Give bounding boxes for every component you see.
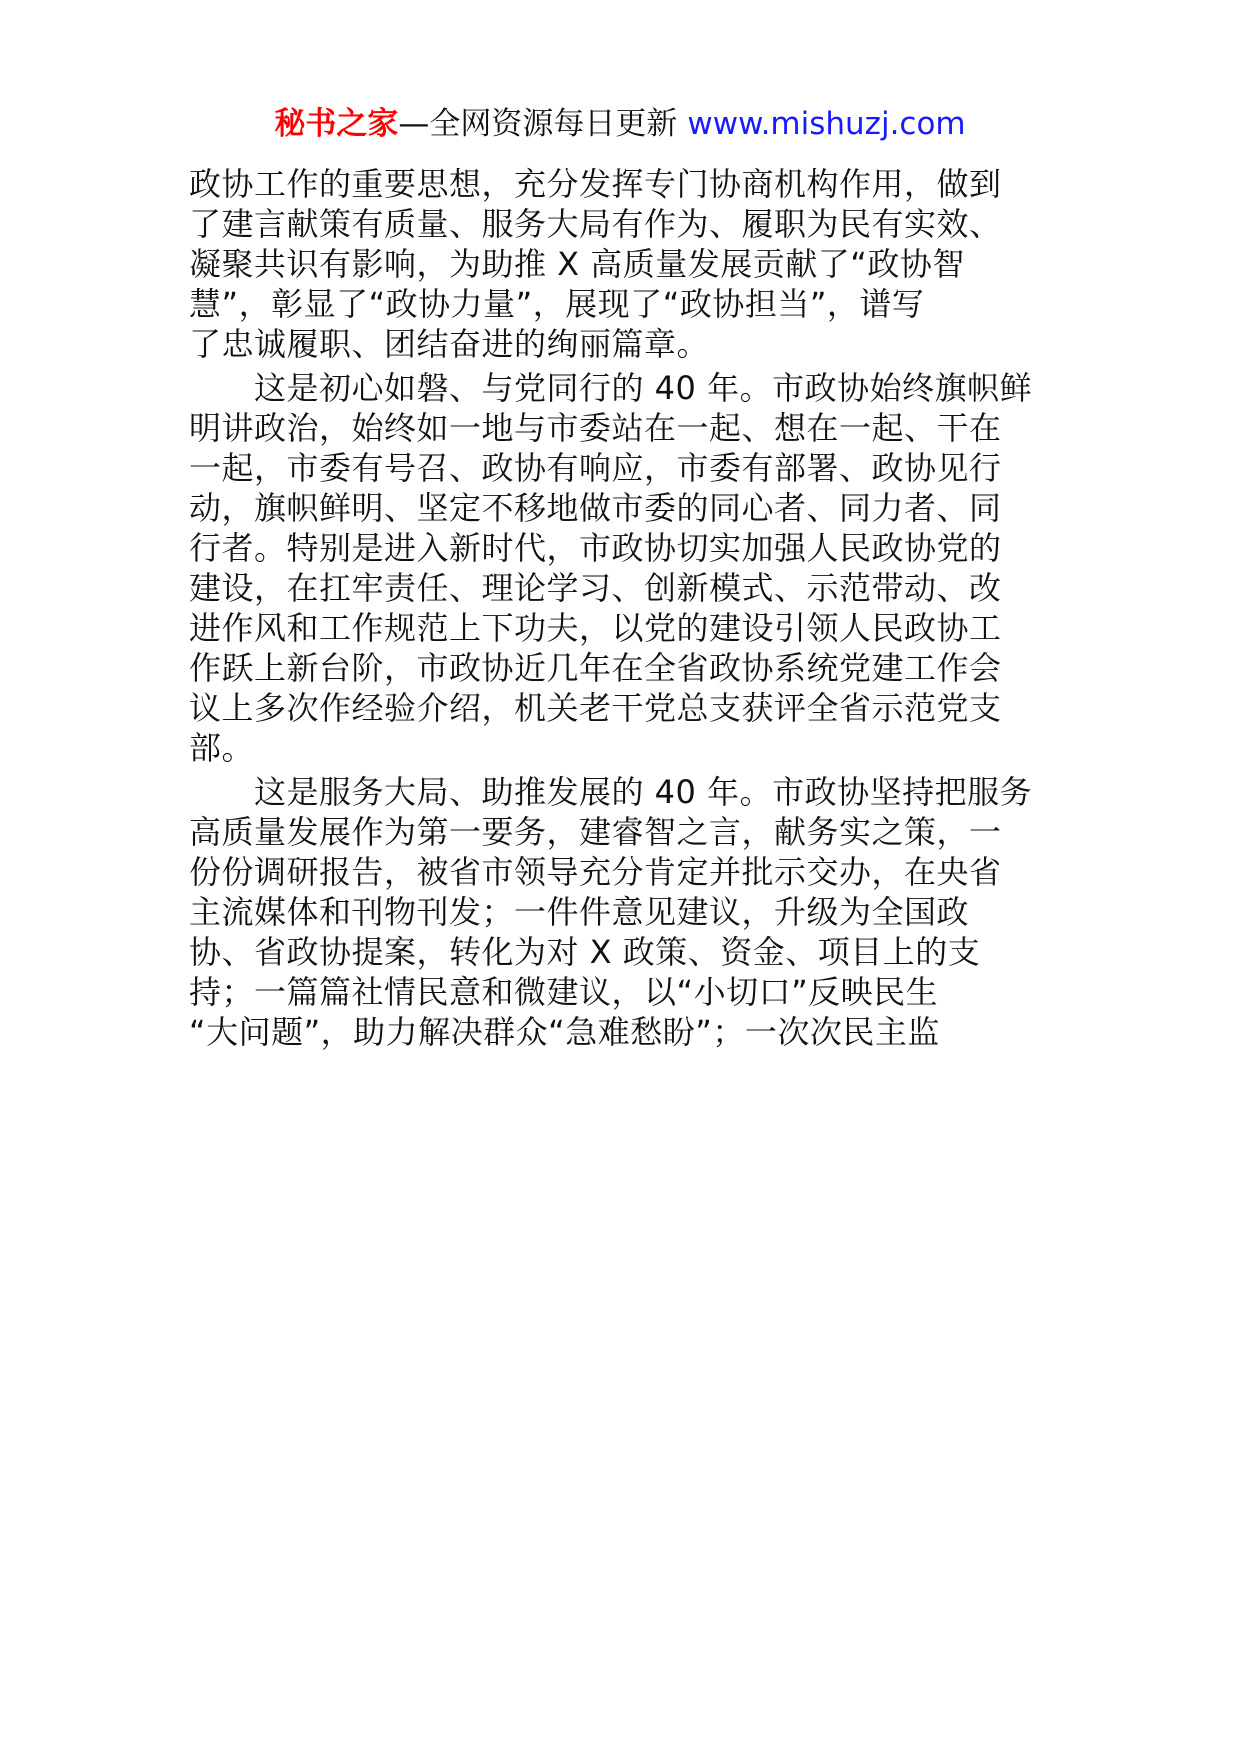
text-line: 部。: [189, 729, 255, 767]
text-line: 建设，在扛牢责任、理论学习、创新模式、示范带动、改: [189, 569, 1002, 607]
text-line: 了忠诚履职、团结奋进的绚丽篇章。: [189, 325, 710, 363]
document-body: [189, 164, 1059, 1052]
brand-name: 秘书之家: [274, 106, 399, 142]
paragraph-2: [189, 368, 1059, 768]
text-line: 议上多次作经验介绍，机关老干党总支获评全省示范党支: [189, 689, 1002, 727]
paragraph-3: [189, 772, 1059, 1052]
text-line: 持；一篇篇社情民意和微建议，以“小切口”反映民生: [189, 973, 939, 1011]
text-line: 一起，市委有号召、政协有响应，市委有部署、政协见行: [189, 449, 1002, 487]
text-line: 明讲政治，始终如一地与市委站在一起、想在一起、干在: [189, 409, 1002, 447]
text-line: 进作风和工作规范上下功夫，以党的建设引领人民政协工: [189, 609, 1002, 647]
text-line: 凝聚共识有影响，为助推 X 高质量发展贡献了“政协智: [189, 245, 965, 283]
text-line: 高质量发展作为第一要务，建睿智之言，献务实之策，一: [189, 813, 1002, 851]
text-line: 作跃上新台阶，市政协近几年在全省政协系统党建工作会: [189, 649, 1002, 687]
header-tagline: —全网资源每日更新: [398, 106, 678, 142]
site-header: [0, 104, 1240, 144]
text-line: 主流媒体和刊物刊发；一件件意见建议，升级为全国政: [189, 893, 970, 931]
text-line: 慧”，彰显了“政协力量”，展现了“政协担当”，谱写: [189, 285, 925, 323]
text-line: 协、省政协提案，转化为对 X 政策、资金、项目上的支: [189, 933, 981, 971]
text-line: 政协工作的重要思想，充分发挥专门协商机构作用，做到: [189, 165, 1002, 203]
text-line: 了建言献策有质量、服务大局有作为、履职为民有实效、: [189, 205, 1002, 243]
text-line: 这是服务大局、助推发展的 40 年。市政协坚持把服务: [189, 773, 1033, 811]
site-url-link[interactable]: www.mishuzj.com: [687, 106, 966, 142]
paragraph-1: [189, 164, 1059, 364]
text-line: “大问题”，助力解决群众“急难愁盼”；一次次民主监: [189, 1013, 940, 1051]
text-line: 行者。特别是进入新时代，市政协切实加强人民政协党的: [189, 529, 1002, 567]
text-line: 动，旗帜鲜明、坚定不移地做市委的同心者、同力者、同: [189, 489, 1002, 527]
text-line: 这是初心如磐、与党同行的 40 年。市政协始终旗帜鲜: [189, 369, 1033, 407]
text-line: 份份调研报告，被省市领导充分肯定并批示交办，在央省: [189, 853, 1002, 891]
